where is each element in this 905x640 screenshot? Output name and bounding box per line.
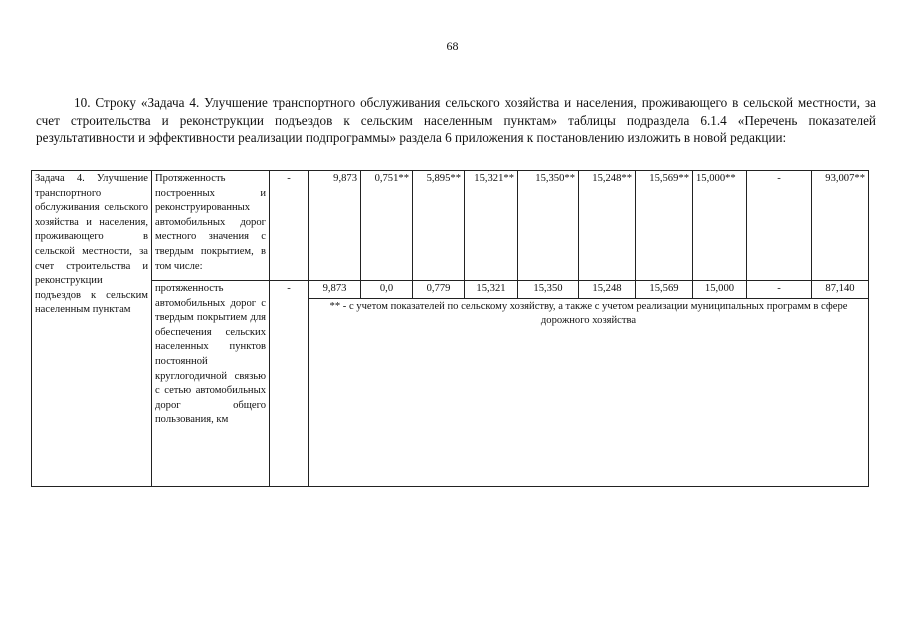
value-cell: 15,569** [636, 171, 693, 281]
value-cell: 15,321** [465, 171, 518, 281]
unit-cell-1: - [270, 171, 309, 281]
value-cell: 9,873 [309, 281, 361, 299]
value-cell: 0,779 [413, 281, 465, 299]
value-cell: 15,000** [693, 171, 747, 281]
value-cell: 0,0 [361, 281, 413, 299]
table-row [32, 171, 869, 281]
instruction-text: 10. Строку «Задача 4. Улучшение транспортного обслуживания сельского хозяйства и населения, проживающего в сельской местности, за счет строительства и реконструкции подъездов к сельским населенным пунктам» таблицы подраздела 6.1.4 «Перечень показателей результативности и эффективности реализации подпрограммы» раздела 6 приложения к постановлению изложить в новой редакции: [36, 95, 876, 145]
value-cell: 9,873 [309, 171, 361, 281]
value-cell: 87,140 [812, 281, 869, 299]
task-text: Задача 4. Улучшение транспортного обслуживания сельского хозяйства и населения, проживающего в сельской местности, за счет строительства и реконструкции подъездов к сельским населенным пунктам [35, 173, 148, 316]
footnote-cell [309, 298, 869, 486]
value-cell: 15,000 [693, 281, 747, 299]
value-cell: 15,350 [518, 281, 579, 299]
value-cell: - [747, 281, 812, 299]
value-cell: 15,321 [465, 281, 518, 299]
value-cell: 15,350** [518, 171, 579, 281]
indicators-table [31, 170, 869, 487]
unit-cell-2: - [270, 281, 309, 487]
page-number: 68 [446, 39, 459, 53]
value-cell: 15,248** [579, 171, 636, 281]
instruction-paragraph [36, 94, 876, 147]
value-cell: - [747, 171, 812, 281]
indicator-cell-2 [152, 281, 270, 487]
value-cell: 5,895** [413, 171, 465, 281]
indicator-cell-1 [152, 171, 270, 281]
table-row [32, 281, 869, 299]
value-cell: 15,569 [636, 281, 693, 299]
value-cell: 0,751** [361, 171, 413, 281]
value-cell: 93,007** [812, 171, 869, 281]
indicator-2-text: протяженность автомобильных дорог с твердым покрытием для обеспечения сельских населенных пунктов постоянной круглогодичной связью с сетью автомобильных дорог общего пользования, км [155, 283, 266, 426]
indicator-1-text: Протяженность построенных и реконструированных автомобильных дорог местного значения с твердым покрытием, в том числе: [155, 173, 266, 272]
task-cell [32, 171, 152, 487]
value-cell: 15,248 [579, 281, 636, 299]
footnote-text: ** - с учетом показателей по сельскому хозяйству, а также с учетом реализации муниципальных программ в сфере дорожного хозяйства [329, 300, 848, 327]
